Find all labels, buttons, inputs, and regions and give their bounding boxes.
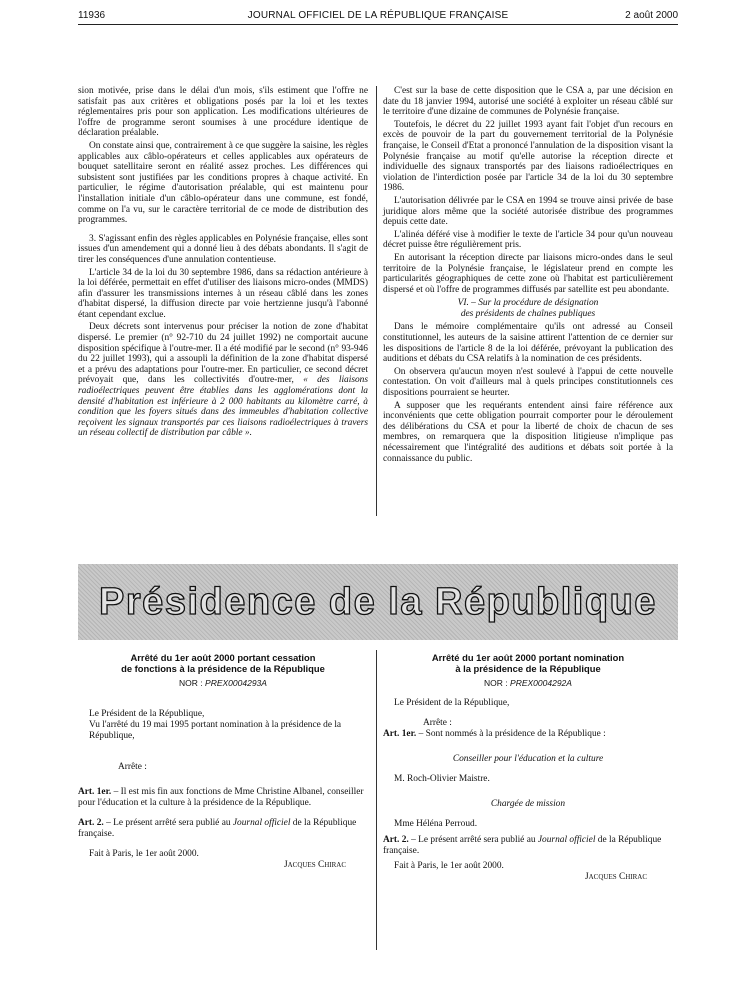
section-heading <box>383 298 673 319</box>
role-heading: Chargée de mission <box>490 799 566 809</box>
paragraph: Toutefois, le décret du 22 juillet 1993 ayant fait l'objet d'un recours en excès de pouvoir de la part du gouvernement territorial de la Polynésie française, le Conseil d'Etat a prononcé l'annulation de la disposition visant la Polynésie française au motif qu'elle autorise la réception directe et individuelle des signaux transportés par des liaisons radioélectriques en violation de l'interdiction posée par l'article 34 de la loi du 30 septembre 1986. <box>383 119 673 194</box>
article-2 <box>383 835 673 857</box>
article-text: – Le présent arrêté sera publié au <box>411 835 536 845</box>
article-1 <box>383 729 673 740</box>
paragraph <box>78 322 368 439</box>
left-text-column <box>78 86 368 441</box>
paragraph: En autorisant la réception directe par liaisons micro-ondes dans le seul territoire de la Polynésie française, le législateur prend en compte les particularités géographiques de cette zone où l'habitat est particulièrement dispersé et où l'offre de programmes diffusés par satellite est peu abondante. <box>383 252 673 295</box>
article-text: de la République française. <box>383 835 662 856</box>
section-heading-line: VI. – Sur la procédure de désignation <box>457 298 599 309</box>
arrete-word: Arrête : <box>118 762 147 772</box>
arrete-word: Arrête : <box>423 718 452 728</box>
article-label: Art. 1er. <box>383 729 417 739</box>
arrete-title <box>78 652 368 674</box>
journal-name: Journal officiel <box>232 818 291 828</box>
article-label: Art. 2. <box>383 835 409 845</box>
article-1 <box>78 787 368 809</box>
paragraph: L'autorisation délivrée par le CSA en 1994 se trouve ainsi privée de base juridique alors même que la société autorisée distribue des programmes depuis cette date. <box>383 195 673 228</box>
signature: Jacques Chirac <box>283 860 346 870</box>
paragraph: On observera qu'aucun moyen n'est soulevé à l'appui de cette nouvelle contestation. On voit d'ailleurs mal à quels principes constitutionnels ces dispositions pourraient se heurter. <box>383 366 673 399</box>
article-text: de la République française. <box>78 818 357 839</box>
banner-title: Présidence de la République <box>99 580 657 623</box>
article-label: Art. 2. <box>78 818 104 828</box>
preamble: Le Président de la République, <box>394 698 510 708</box>
arrete-title-line: Arrêté du 1er août 2000 portant nomination <box>431 652 625 663</box>
arrete-cessation <box>78 652 368 871</box>
column-divider <box>376 86 377 516</box>
appointee: Mme Héléna Perroud. <box>394 819 478 829</box>
paragraph: On constate ainsi que, contrairement à ce que suggère la saisine, les règles applicables aux câblo-opérateurs et celles applicables aux opérateurs de bouquet satellitaire seront en réalité assez proches. Les différences qui subsistent sont justifiées par les conditions propres à chaque activité. En particulier, le régime d'autorisation préalable, qui est maintenu pour l'installation initiale d'un câblo-opérateur dans une commune, est fondé, comme on l'a vu, sur le caractère territorial de ce mode de distribution des programmes. <box>78 140 368 226</box>
article-label: Art. 1er. <box>78 787 112 797</box>
paragraph-text: Deux décrets sont intervenus pour préciser la notion de zone d'habitat dispersé. Le premier (n° 92-710 du 24 juillet 1992) ne comportait aucune disposition spécifique à l'outre-mer. Il a été modifié par le second (n° 93-946 du 22 juillet 1993), qui a assoupli la définition de la zone d'habitat dispersé et a prévu des adaptations pour l'outre-mer. En particulier, ce second décret prévoyait que, dans les collectivités d'outre-mer, <box>78 322 368 386</box>
column-divider <box>376 650 377 950</box>
arrete-title-line: à la présidence de la République <box>455 663 601 674</box>
article-text: – Il est mis fin aux fonctions de Mme Christine Albanel, conseiller pour l'éducation et la culture à la présidence de la République. <box>78 787 364 808</box>
nor-label: NOR : <box>484 678 508 688</box>
quoted-decree-text: « des liaisons radioélectriques peuvent être établies dans les agglomérations dont la densité d'habitation est inférieure à 2 000 habitants au kilomètre carré, à condition que les foyers situés dans des immeubles d'habitation collective reçoivent les signaux transportés par ces liaisons radioélectriques à travers un réseau collectif de distribution par câble ». <box>78 375 369 439</box>
issue-date: 2 août 2000 <box>625 10 678 21</box>
arrete-title-line: de fonctions à la présidence de la République <box>121 663 325 674</box>
right-text-column <box>383 86 673 466</box>
paragraph: sion motivée, prise dans le délai d'un mois, s'ils estiment que l'offre ne satisfait pas aux critères et obligations posés par la loi et les textes réglementaires pris pour son application. Les modifications ultérieures de l'offre de programme seront soumises à une procédure identique de déclaration préalable. <box>78 86 368 139</box>
article-2 <box>78 818 368 840</box>
section-banner <box>78 564 678 640</box>
journal-name: Journal officiel <box>537 835 596 845</box>
journal-title: JOURNAL OFFICIEL DE LA RÉPUBLIQUE FRANÇAISE <box>247 10 509 21</box>
appointee: M. Roch-Olivier Maistre. <box>394 774 490 784</box>
preamble: Le Président de la République, <box>89 709 205 719</box>
visa: Vu l'arrêté du 19 mai 1995 portant nomination à la présidence de la République, <box>89 720 342 741</box>
paragraph: 3. S'agissant enfin des règles applicables en Polynésie française, elles sont issues d'un amendement qui a donné lieu à des débats abondants. Il s'agit de tirer les conséquences d'une annulation contentieuse. <box>78 233 368 265</box>
arrete-title-line: Arrêté du 1er août 2000 portant cessation <box>130 652 316 663</box>
paragraph: Dans le mémoire complémentaire qu'ils ont adressé au Conseil constitutionnel, les auteurs de la saisine attirent l'attention de ce dernier sur les dispositions de l'article 8 de la loi déférée, prévoyant la publication des auditions et débats du CSA relatifs à la nomination de ces présidents. <box>383 322 673 365</box>
nor-reference <box>383 678 673 689</box>
signature: Jacques Chirac <box>584 872 647 882</box>
paragraph: A supposer que les requérants entendent ainsi faire référence aux inconvénients que cette obligation pourrait comporter pour le déroulement des délibérations du CSA et pour la liberté de choix de chacun de ses membres, on remarquera que la disposition litigieuse n'implique pas nécessairement que l'intégralité des auditions et débats soit portée à la connaissance du public. <box>383 400 673 464</box>
role-heading: Conseiller pour l'éducation et la culture <box>452 754 604 764</box>
nor-code: PREX0004292A <box>510 678 572 688</box>
section-heading-line: des présidents de chaînes publiques <box>460 308 596 319</box>
paragraph: C'est sur la base de cette disposition que le CSA a, par une décision en date du 18 janvier 1994, autorisé une société à exploiter un réseau câblé sur le territoire d'une dizaine de communes de Polynésie française. <box>383 86 673 118</box>
fait-a-paris: Fait à Paris, le 1er août 2000. <box>394 861 504 871</box>
nor-label: NOR : <box>179 678 203 688</box>
article-text: – Sont nommés à la présidence de la République : <box>418 729 606 739</box>
article-text: – Le présent arrêté sera publié au <box>106 818 231 828</box>
header-rule <box>78 24 678 25</box>
page-number: 11936 <box>78 10 106 21</box>
fait-a-paris: Fait à Paris, le 1er août 2000. <box>89 849 199 859</box>
nor-reference <box>78 678 368 689</box>
arrete-title <box>383 652 673 674</box>
nor-code: PREX0004293A <box>205 678 267 688</box>
paragraph: L'article 34 de la loi du 30 septembre 1986, dans sa rédaction antérieure à la loi déférée, permettait en effet d'utiliser des liaisons micro-ondes (MMDS) afin d'assurer les transmissions internes à un réseau câblé dans les zones d'habitat dispersé, la diffusion directe par voie hertzienne jusqu'à l'abonné étant cependant exclue. <box>78 267 368 320</box>
arrete-nomination <box>383 652 673 883</box>
paragraph: L'alinéa déféré vise à modifier le texte de l'article 34 pour qu'un nouveau décret puisse être régulièrement pris. <box>383 229 673 251</box>
